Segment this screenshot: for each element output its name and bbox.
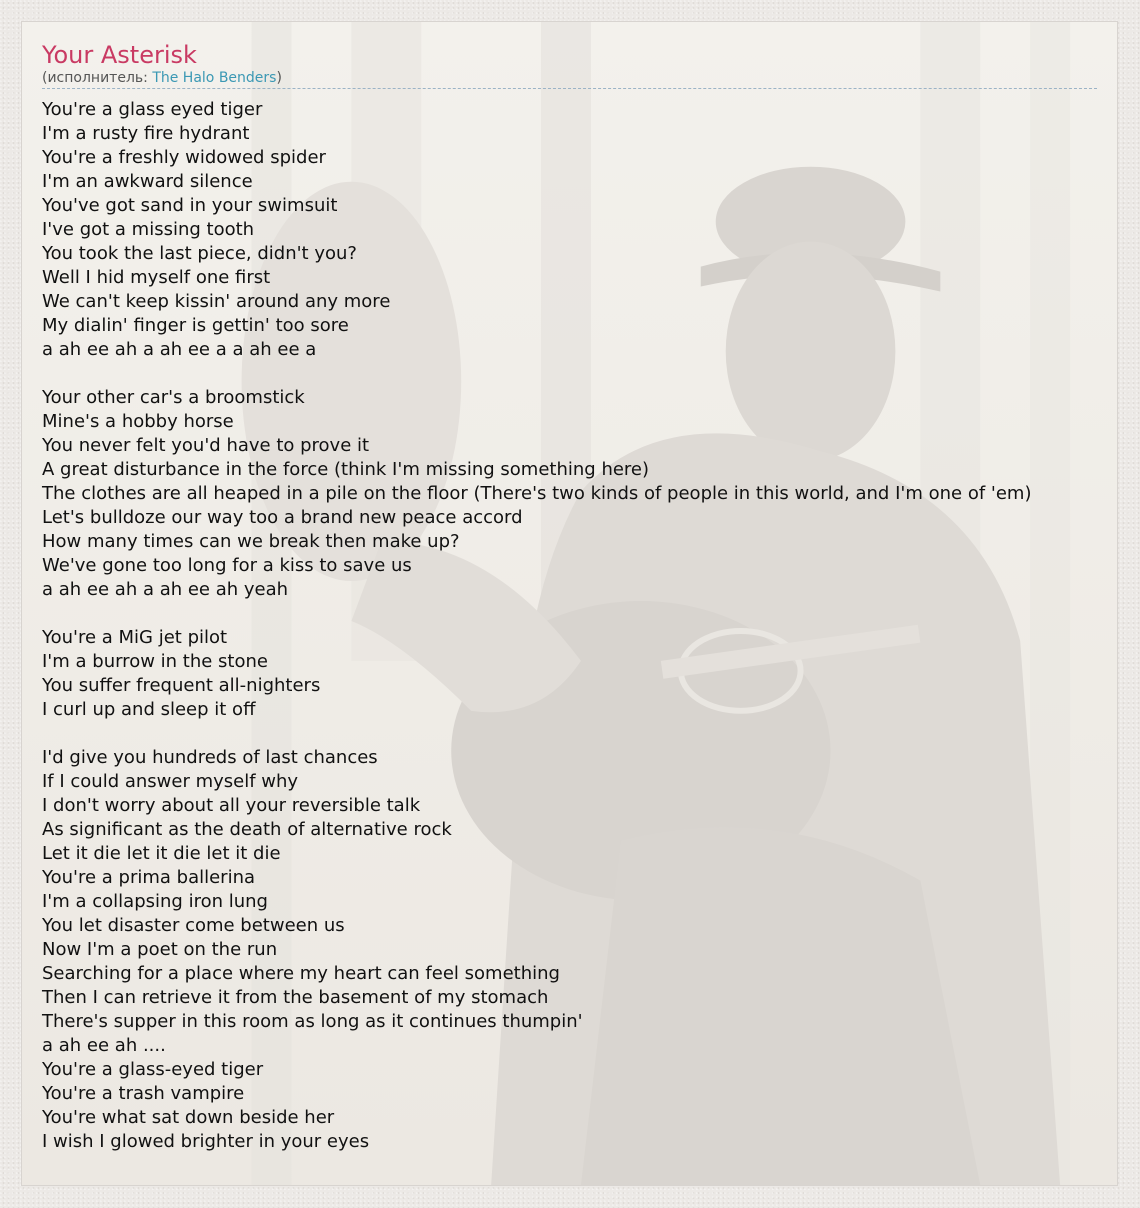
lyric-line: I curl up and sleep it off (42, 699, 256, 720)
stanza-break (42, 362, 1117, 386)
lyric-line: We've gone too long for a kiss to save us (42, 555, 412, 576)
lyric-line: I've got a missing tooth (42, 219, 255, 240)
lyric-line: My dialin' finger is gettin' too sore (42, 315, 349, 336)
lyric-line: Searching for a place where my heart can feel something (42, 963, 560, 984)
lyric-line: I'm a collapsing iron lung (42, 891, 268, 912)
lyric-line: You took the last piece, didn't you? (42, 243, 357, 264)
lyric-line: I don't worry about all your reversible talk (42, 795, 421, 816)
lyric-line: I'm a rusty fire hydrant (42, 123, 250, 144)
stanza-break (42, 722, 1117, 746)
lyric-line: You're a glass-eyed tiger (42, 1059, 264, 1080)
lyric-line: Your other car's a broomstick (42, 387, 305, 408)
lyric-line: You suffer frequent all-nighters (42, 675, 321, 696)
artist-prefix: (исполнитель: (42, 70, 153, 86)
lyric-line: Then I can retrieve it from the basement of my stomach (42, 987, 549, 1008)
artist-line (42, 69, 1097, 89)
lyric-line: You let disaster come between us (42, 915, 345, 936)
lyrics-card (21, 21, 1118, 1186)
lyric-line: I'd give you hundreds of last chances (42, 747, 378, 768)
artist-link[interactable]: The Halo Benders (152, 70, 277, 86)
lyric-line: a ah ee ah a ah ee a a ah ee a (42, 339, 317, 360)
lyric-line: Mine's a hobby horse (42, 411, 234, 432)
lyric-line: A great disturbance in the force (think I'm missing something here) (42, 459, 650, 480)
lyrics-content (42, 41, 1117, 1185)
lyric-line: Now I'm a poet on the run (42, 939, 278, 960)
lyric-line: Let's bulldoze our way too a brand new peace accord (42, 507, 523, 528)
lyric-line: You never felt you'd have to prove it (42, 435, 370, 456)
lyric-line: You're a glass eyed tiger (42, 99, 263, 120)
lyric-line: There's supper in this room as long as it continues thumpin' (42, 1011, 583, 1032)
lyric-line: I'm an awkward silence (42, 171, 253, 192)
lyric-line: You're a trash vampire (42, 1083, 245, 1104)
lyric-line: I'm a burrow in the stone (42, 651, 268, 672)
lyric-line: If I could answer myself why (42, 771, 299, 792)
artist-suffix: ) (276, 70, 282, 86)
lyric-line: You're a MiG jet pilot (42, 627, 228, 648)
lyric-line: The clothes are all heaped in a pile on the floor (There's two kinds of people in this world, and I'm one of 'em) (42, 483, 1032, 504)
lyric-line: a ah ee ah a ah ee ah yeah (42, 579, 289, 600)
lyric-line: You're a prima ballerina (42, 867, 256, 888)
stanza-break (42, 602, 1117, 626)
lyric-line: We can't keep kissin' around any more (42, 291, 391, 312)
song-title: Your Asterisk (42, 41, 197, 69)
lyric-line: You're a freshly widowed spider (42, 147, 326, 168)
lyric-line: a ah ee ah .... (42, 1035, 166, 1056)
lyric-line: I wish I glowed brighter in your eyes (42, 1131, 370, 1152)
lyric-line: You've got sand in your swimsuit (42, 195, 338, 216)
lyric-line: You're what sat down beside her (42, 1107, 335, 1128)
lyric-line: Let it die let it die let it die (42, 843, 281, 864)
lyric-line: As significant as the death of alternative rock (42, 819, 452, 840)
lyric-line: Well I hid myself one first (42, 267, 271, 288)
lyric-line: How many times can we break then make up? (42, 531, 460, 552)
lyrics-text (42, 98, 1117, 1154)
